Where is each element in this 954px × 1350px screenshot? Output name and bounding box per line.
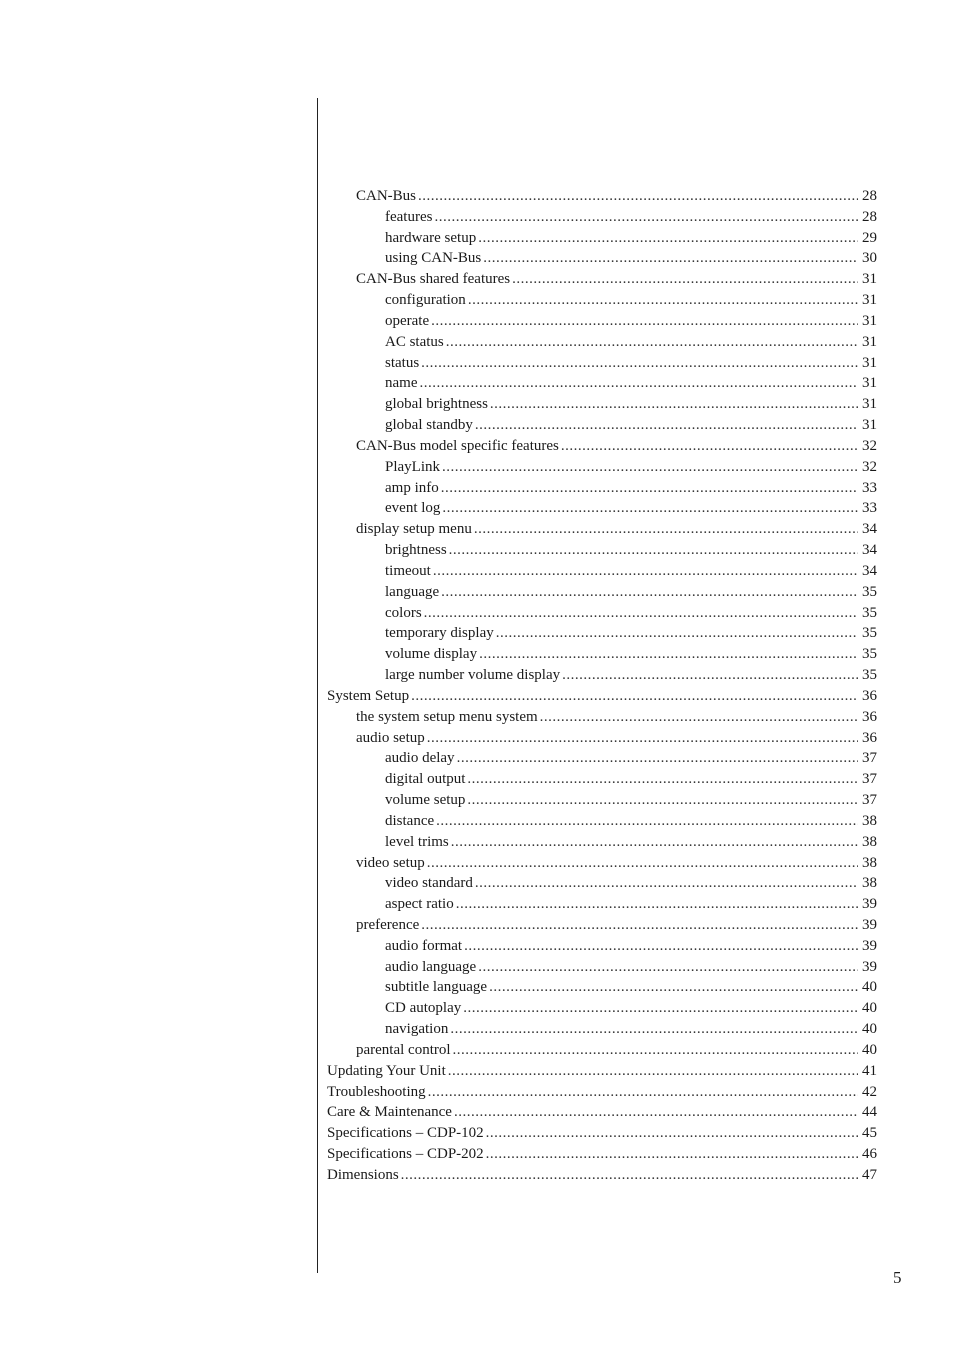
dot-leader [434,207,858,228]
toc-entry-page: 31 [862,417,877,434]
dot-leader [489,977,858,998]
toc-entry[interactable] [327,311,877,332]
toc-entry[interactable] [327,415,877,436]
toc-entry-title: amp info [385,479,439,496]
dot-leader [442,498,858,519]
toc-entry-page: 36 [862,687,877,704]
toc-entry[interactable] [327,1040,877,1061]
toc-entry-title: audio language [385,958,477,975]
toc-entry[interactable] [327,603,877,624]
toc-entry-page: 38 [862,875,877,892]
toc-entry-page: 39 [862,958,877,975]
toc-entry[interactable] [327,1144,877,1165]
toc-entry-page: 44 [862,1104,877,1121]
toc-entry-page: 36 [862,708,877,725]
toc-entry[interactable] [327,644,877,665]
toc-entry-title: Care & Maintenance [327,1104,452,1121]
toc-entry[interactable] [327,332,877,353]
toc-entry[interactable] [327,998,877,1019]
toc-entry-page: 45 [862,1125,877,1142]
toc-entry-title: colors [385,604,422,621]
toc-entry-page: 28 [862,208,877,225]
toc-entry-page: 42 [862,1083,877,1100]
toc-entry-page: 32 [862,437,877,454]
toc-entry[interactable] [327,915,877,936]
dot-leader [486,1144,858,1165]
toc-entry[interactable] [327,207,877,228]
toc-entry-page: 31 [862,375,877,392]
toc-entry-title: name [385,375,418,392]
dot-leader [468,290,858,311]
toc-entry-page: 37 [862,792,877,809]
vertical-divider [317,98,318,1273]
toc-entry[interactable] [327,1019,877,1040]
toc-entry[interactable] [327,623,877,644]
toc-entry-title: Dimensions [327,1166,399,1183]
dot-leader [486,1123,858,1144]
toc-entry-title: CAN-Bus shared features [356,271,511,288]
toc-entry-page: 29 [862,229,877,246]
toc-entry-page: 46 [862,1146,877,1163]
dot-leader [421,353,858,374]
toc-entry[interactable] [327,748,877,769]
toc-entry-title: CAN-Bus [356,188,417,204]
toc-entry-title: display setup menu [356,521,472,538]
dot-leader [479,644,858,665]
toc-entry[interactable] [327,665,877,686]
toc-entry-page: 40 [862,979,877,996]
toc-entry-title: large number volume display [385,667,561,684]
toc-entry-page: 35 [862,646,877,663]
toc-entry-title: volume display [385,646,478,663]
dot-leader [448,1061,858,1082]
toc-entry-title: global standby [385,417,473,434]
toc-entry-page: 34 [862,542,877,559]
toc-entry[interactable] [327,248,877,269]
toc-entry-title: language [385,583,440,600]
dot-leader [428,1082,858,1103]
toc-entry-page: 39 [862,896,877,913]
dot-leader [446,332,858,353]
dot-leader [512,269,858,290]
toc-entry[interactable] [327,394,877,415]
toc-entry-title: PlayLink [385,458,440,475]
toc-entry-title: temporary display [385,625,494,642]
toc-entry-title: using CAN-Bus [385,250,482,267]
dot-leader [467,769,858,790]
toc-entry-title: video standard [385,875,473,892]
toc-entry[interactable] [327,728,877,749]
toc-entry-page: 30 [862,250,877,267]
toc-entry[interactable] [327,707,877,728]
toc-entry[interactable] [327,1123,877,1144]
toc-entry[interactable] [327,832,877,853]
toc-entry-page: 35 [862,625,877,642]
toc-entry-title: CD autoplay [385,1000,462,1017]
toc-entry[interactable] [327,498,877,519]
dot-leader [475,873,858,894]
toc-entry-page: 32 [862,458,877,475]
dot-leader [496,623,858,644]
toc-entry[interactable] [327,478,877,499]
toc-entry-title: brightness [385,542,447,559]
toc-entry[interactable] [327,519,877,540]
toc-entry-title: global brightness [385,396,488,413]
toc-entry[interactable] [327,1061,877,1082]
dot-leader [424,603,858,624]
page-number: 5 [893,1268,902,1287]
toc-entry-page: 31 [862,292,877,309]
toc-entry-title: volume setup [385,792,466,809]
toc-entry-title: Troubleshooting [327,1083,426,1100]
toc-entry[interactable] [327,1082,877,1103]
dot-leader [436,811,858,832]
dot-leader [457,748,858,769]
toc-entry-page: 38 [862,833,877,850]
dot-leader [561,436,858,457]
dot-leader [478,228,858,249]
toc-entry-title: event log [385,500,441,517]
toc-entry-page: 31 [862,333,877,350]
toc-entry[interactable] [327,353,877,374]
dot-leader [421,915,858,936]
toc-entry-page: 28 [862,188,877,204]
toc-entry-page: 41 [862,1062,877,1079]
toc-entry-page: 31 [862,396,877,413]
dot-leader [451,832,858,853]
toc-entry-page: 36 [862,729,877,746]
toc-entry-title: audio setup [356,729,425,746]
toc-entry-page: 39 [862,916,877,933]
toc-entry-title: preference [356,916,420,933]
toc-entry-page: 35 [862,604,877,621]
toc-entry[interactable] [327,894,877,915]
toc-entry-page: 33 [862,500,877,517]
dot-leader [483,248,858,269]
toc-entry[interactable] [327,1102,877,1123]
dot-leader [441,478,858,499]
dot-leader [464,936,858,957]
toc-entry-title: timeout [385,562,431,579]
dot-leader [433,561,858,582]
toc-entry[interactable] [327,769,877,790]
toc-entry[interactable] [327,540,877,561]
dot-leader [454,1102,858,1123]
toc-entry[interactable] [327,977,877,998]
dot-leader [431,311,858,332]
dot-leader [450,1019,858,1040]
toc-entry-title: operate [385,312,430,329]
toc-entry-title: level trims [385,833,449,850]
toc-entry-title: System Setup [327,687,410,704]
dot-leader [419,373,858,394]
toc-entry[interactable] [327,957,877,978]
dot-leader [411,686,858,707]
toc-entry-page: 33 [862,479,877,496]
toc-entry[interactable] [327,290,877,311]
toc-entry-page: 31 [862,271,877,288]
toc-entry[interactable] [327,436,877,457]
toc-entry-page: 47 [862,1166,877,1183]
toc-entry-page: 35 [862,667,877,684]
dot-leader [401,1165,858,1186]
dot-leader [442,457,858,478]
toc-entry[interactable] [327,790,877,811]
dot-leader [453,1040,858,1061]
toc-entry-title: features [385,208,433,225]
toc-entry-page: 37 [862,750,877,767]
toc-entry-title: audio delay [385,750,455,767]
toc-entry[interactable] [327,457,877,478]
toc-entry[interactable] [327,811,877,832]
dot-leader [463,998,858,1019]
toc-entry-page: 31 [862,312,877,329]
toc-entry-title: status [385,354,420,371]
toc-entry-page: 38 [862,812,877,829]
toc-entry[interactable] [327,561,877,582]
toc-entry-title: configuration [385,292,466,309]
toc-entry[interactable] [327,1165,877,1186]
toc-entry-page: 34 [862,521,877,538]
toc-entry[interactable] [327,582,877,603]
toc-entry-page: 38 [862,854,877,871]
toc-entry-title: Updating Your Unit [327,1062,446,1079]
toc-entry-page: 40 [862,1000,877,1017]
dot-leader [490,394,858,415]
table-of-contents [327,186,877,1186]
toc-entry-page: 40 [862,1041,877,1058]
dot-leader [418,186,858,207]
toc-entry-title: subtitle language [385,979,488,996]
toc-entry-title: distance [385,812,435,829]
toc-entry-title: CAN-Bus model specific features [356,437,559,454]
toc-entry[interactable] [327,936,877,957]
dot-leader [475,415,858,436]
toc-entry-title: audio format [385,937,463,954]
toc-entry-title: Specifications – CDP-202 [327,1146,484,1163]
toc-entry-title: hardware setup [385,229,477,246]
toc-entry-title: digital output [385,771,466,788]
dot-leader [427,728,858,749]
toc-entry-page: 40 [862,1021,877,1038]
toc-entry-page: 39 [862,937,877,954]
toc-entry-title: parental control [356,1041,451,1058]
dot-leader [562,665,858,686]
toc-entry-title: aspect ratio [385,896,454,913]
dot-leader [467,790,858,811]
dot-leader [474,519,858,540]
dot-leader [478,957,858,978]
dot-leader [449,540,858,561]
toc-entry[interactable] [327,853,877,874]
toc-entry-page: 34 [862,562,877,579]
toc-entry-page: 35 [862,583,877,600]
dot-leader [456,894,858,915]
dot-leader [427,853,858,874]
toc-entry-title: Specifications – CDP-102 [327,1125,484,1142]
toc-entry[interactable] [327,686,877,707]
toc-entry[interactable] [327,228,877,249]
toc-entry[interactable] [327,186,877,207]
toc-entry[interactable] [327,373,877,394]
toc-entry-page: 37 [862,771,877,788]
toc-entry-title: video setup [356,854,425,871]
toc-entry-title: navigation [385,1021,449,1038]
dot-leader [540,707,858,728]
toc-entry-title: the system setup menu system [356,708,538,725]
toc-entry-title: AC status [385,333,444,350]
toc-entry[interactable] [327,269,877,290]
toc-entry-page: 31 [862,354,877,371]
dot-leader [441,582,858,603]
toc-entry[interactable] [327,873,877,894]
